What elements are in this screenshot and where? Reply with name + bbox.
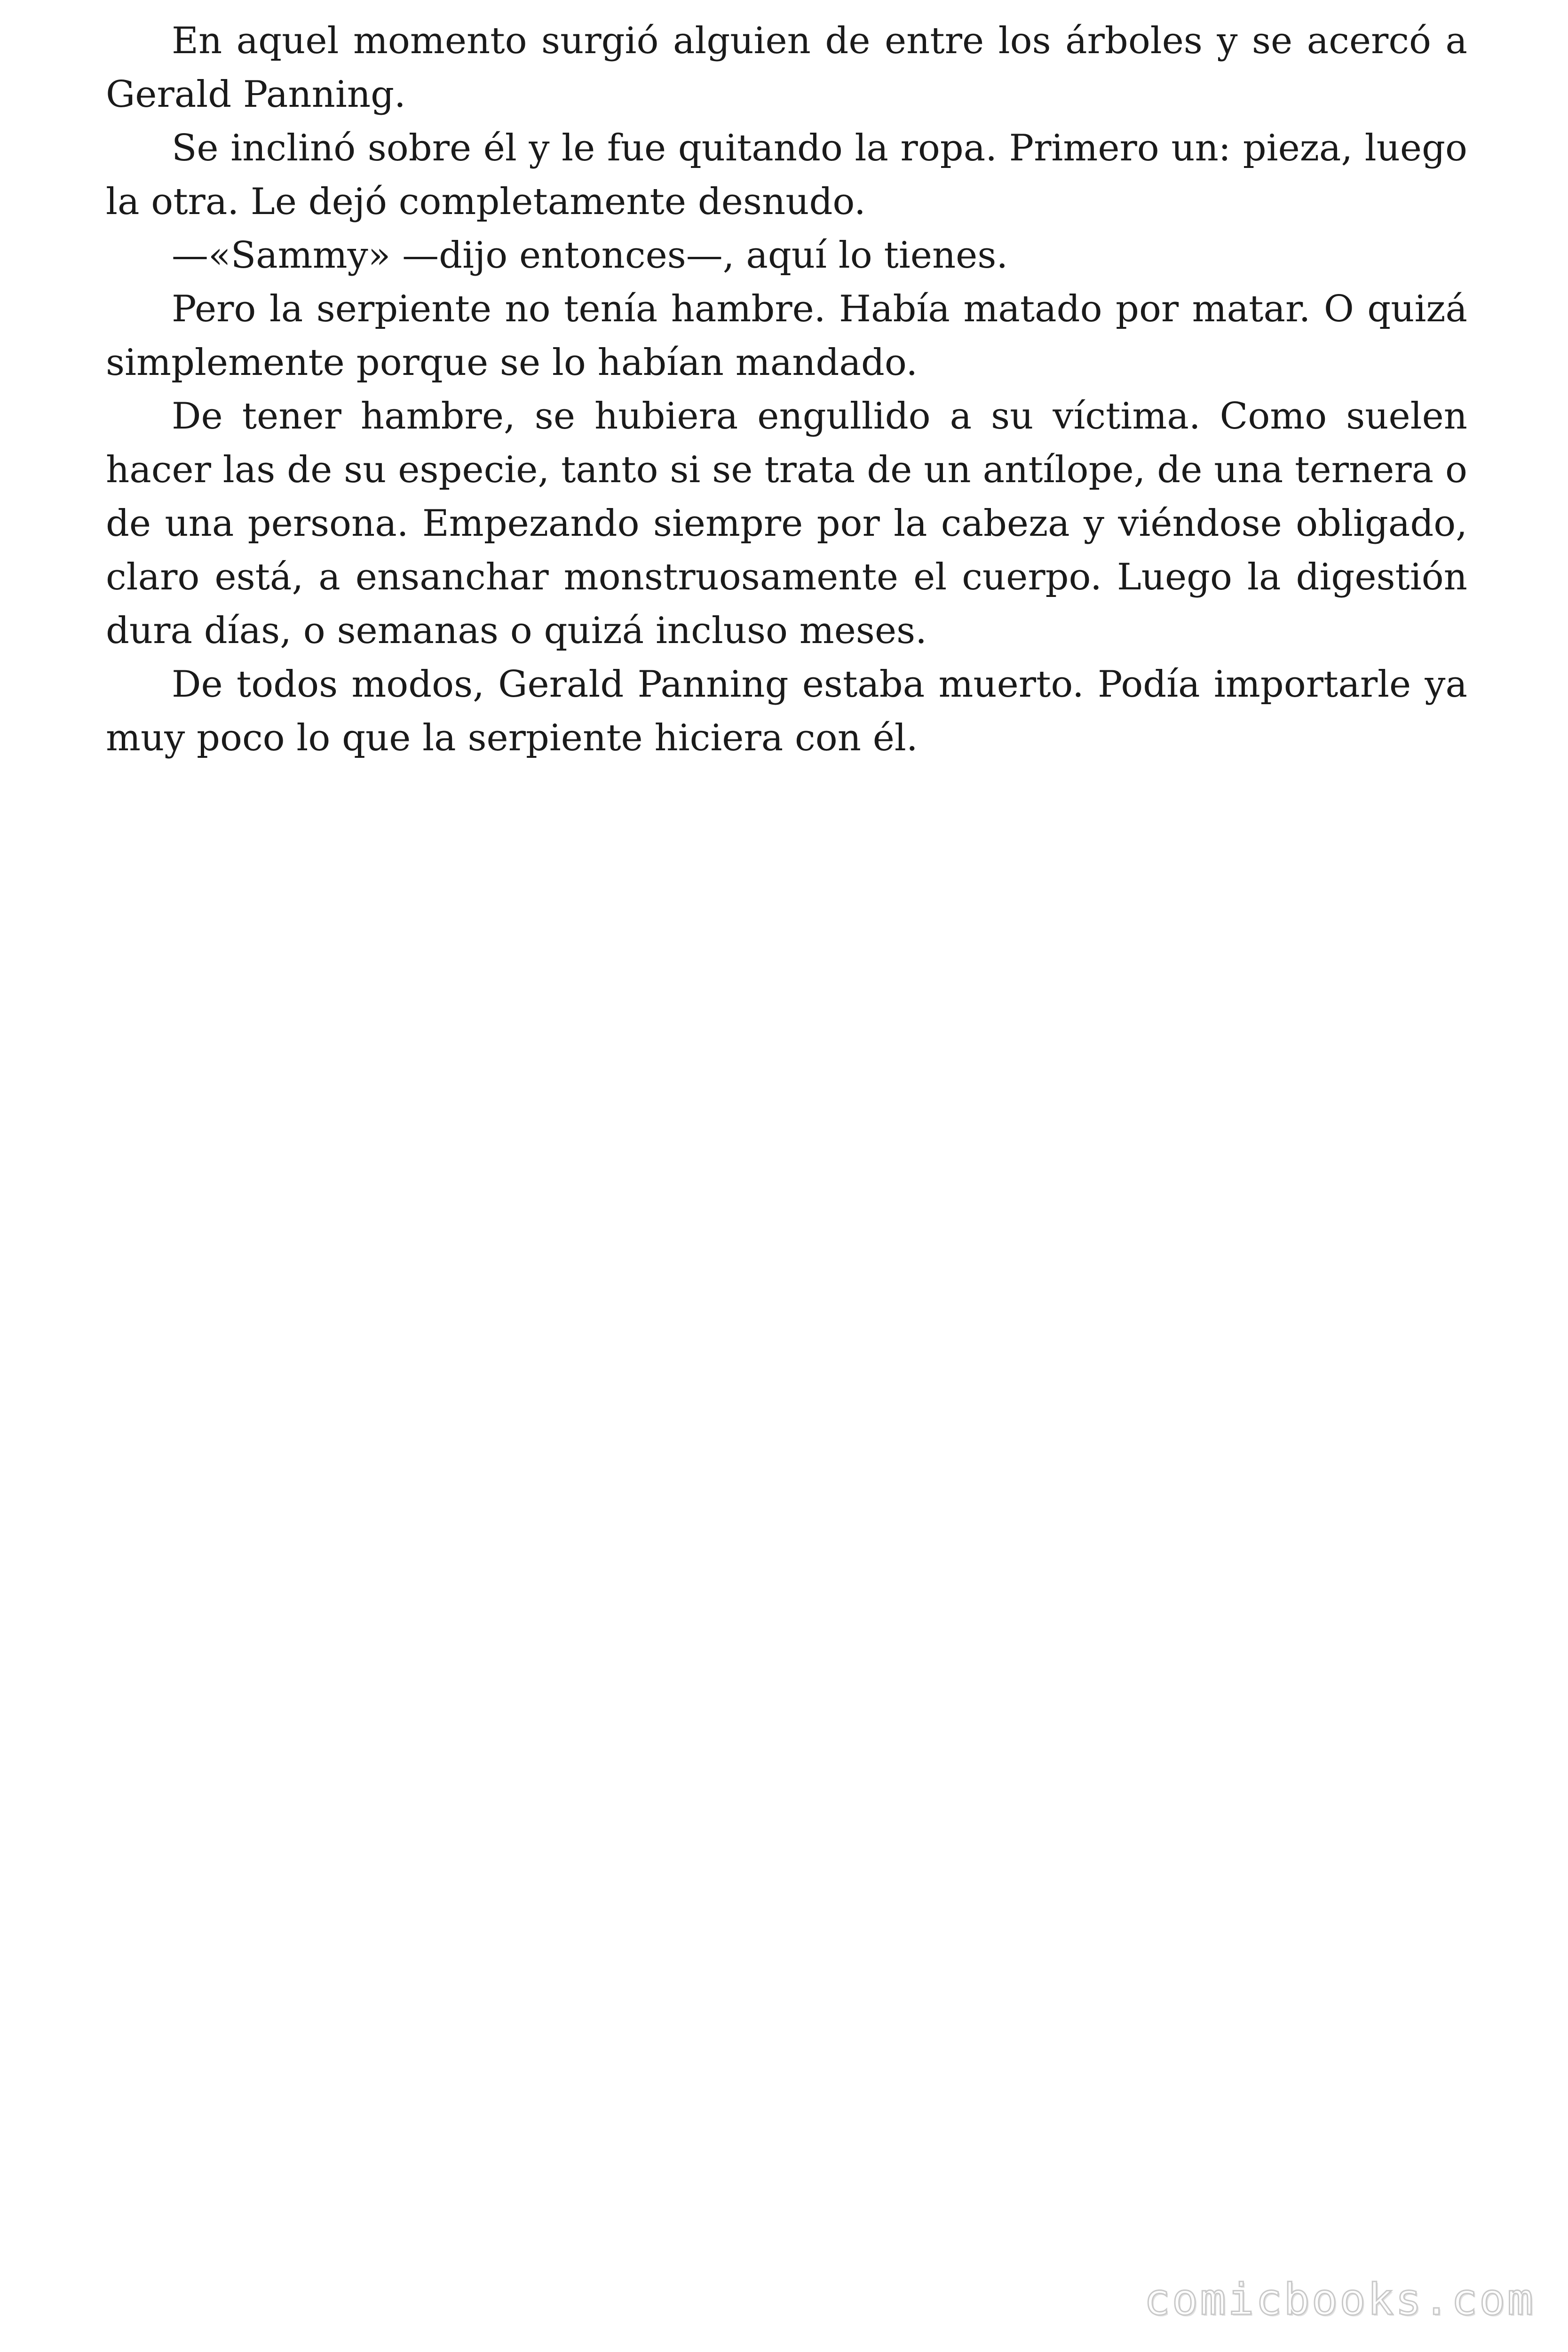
paragraph-1: En aquel momento surgió alguien de entre los árboles y se acercó a Gerald Panning. <box>106 20 1467 116</box>
paragraph-4: Pero la serpiente no tenía hambre. Había matado por matar. O quizá simplemente porque se lo habían mandado. <box>106 288 1467 384</box>
paragraph-2: Se inclinó sobre él y le fue quitando la ropa. Primero un: pieza, luego la otra. Le dejó completamente desnudo. <box>106 127 1467 223</box>
paragraph-5: De tener hambre, se hubiera engullido a su víctima. Como suelen hacer las de su especie, tanto si se trata de un antílope, de una ternera o de una persona. Empezando siempre por la cabeza y viéndose obligado, claro está, a ensanchar monstruosamente el cuerpo. Luego la digestión dura días, o semanas o quizá incluso meses. <box>106 395 1467 652</box>
body-text <box>106 14 1467 765</box>
paragraph-6: De todos modos, Gerald Panning estaba muerto. Podía importarle ya muy poco lo que la serpiente hiciera con él. <box>106 663 1467 759</box>
watermark: comicbooks.com <box>1144 2274 1535 2325</box>
paragraph-3: —«Sammy» —dijo entonces—, aquí lo tienes. <box>172 234 1008 277</box>
